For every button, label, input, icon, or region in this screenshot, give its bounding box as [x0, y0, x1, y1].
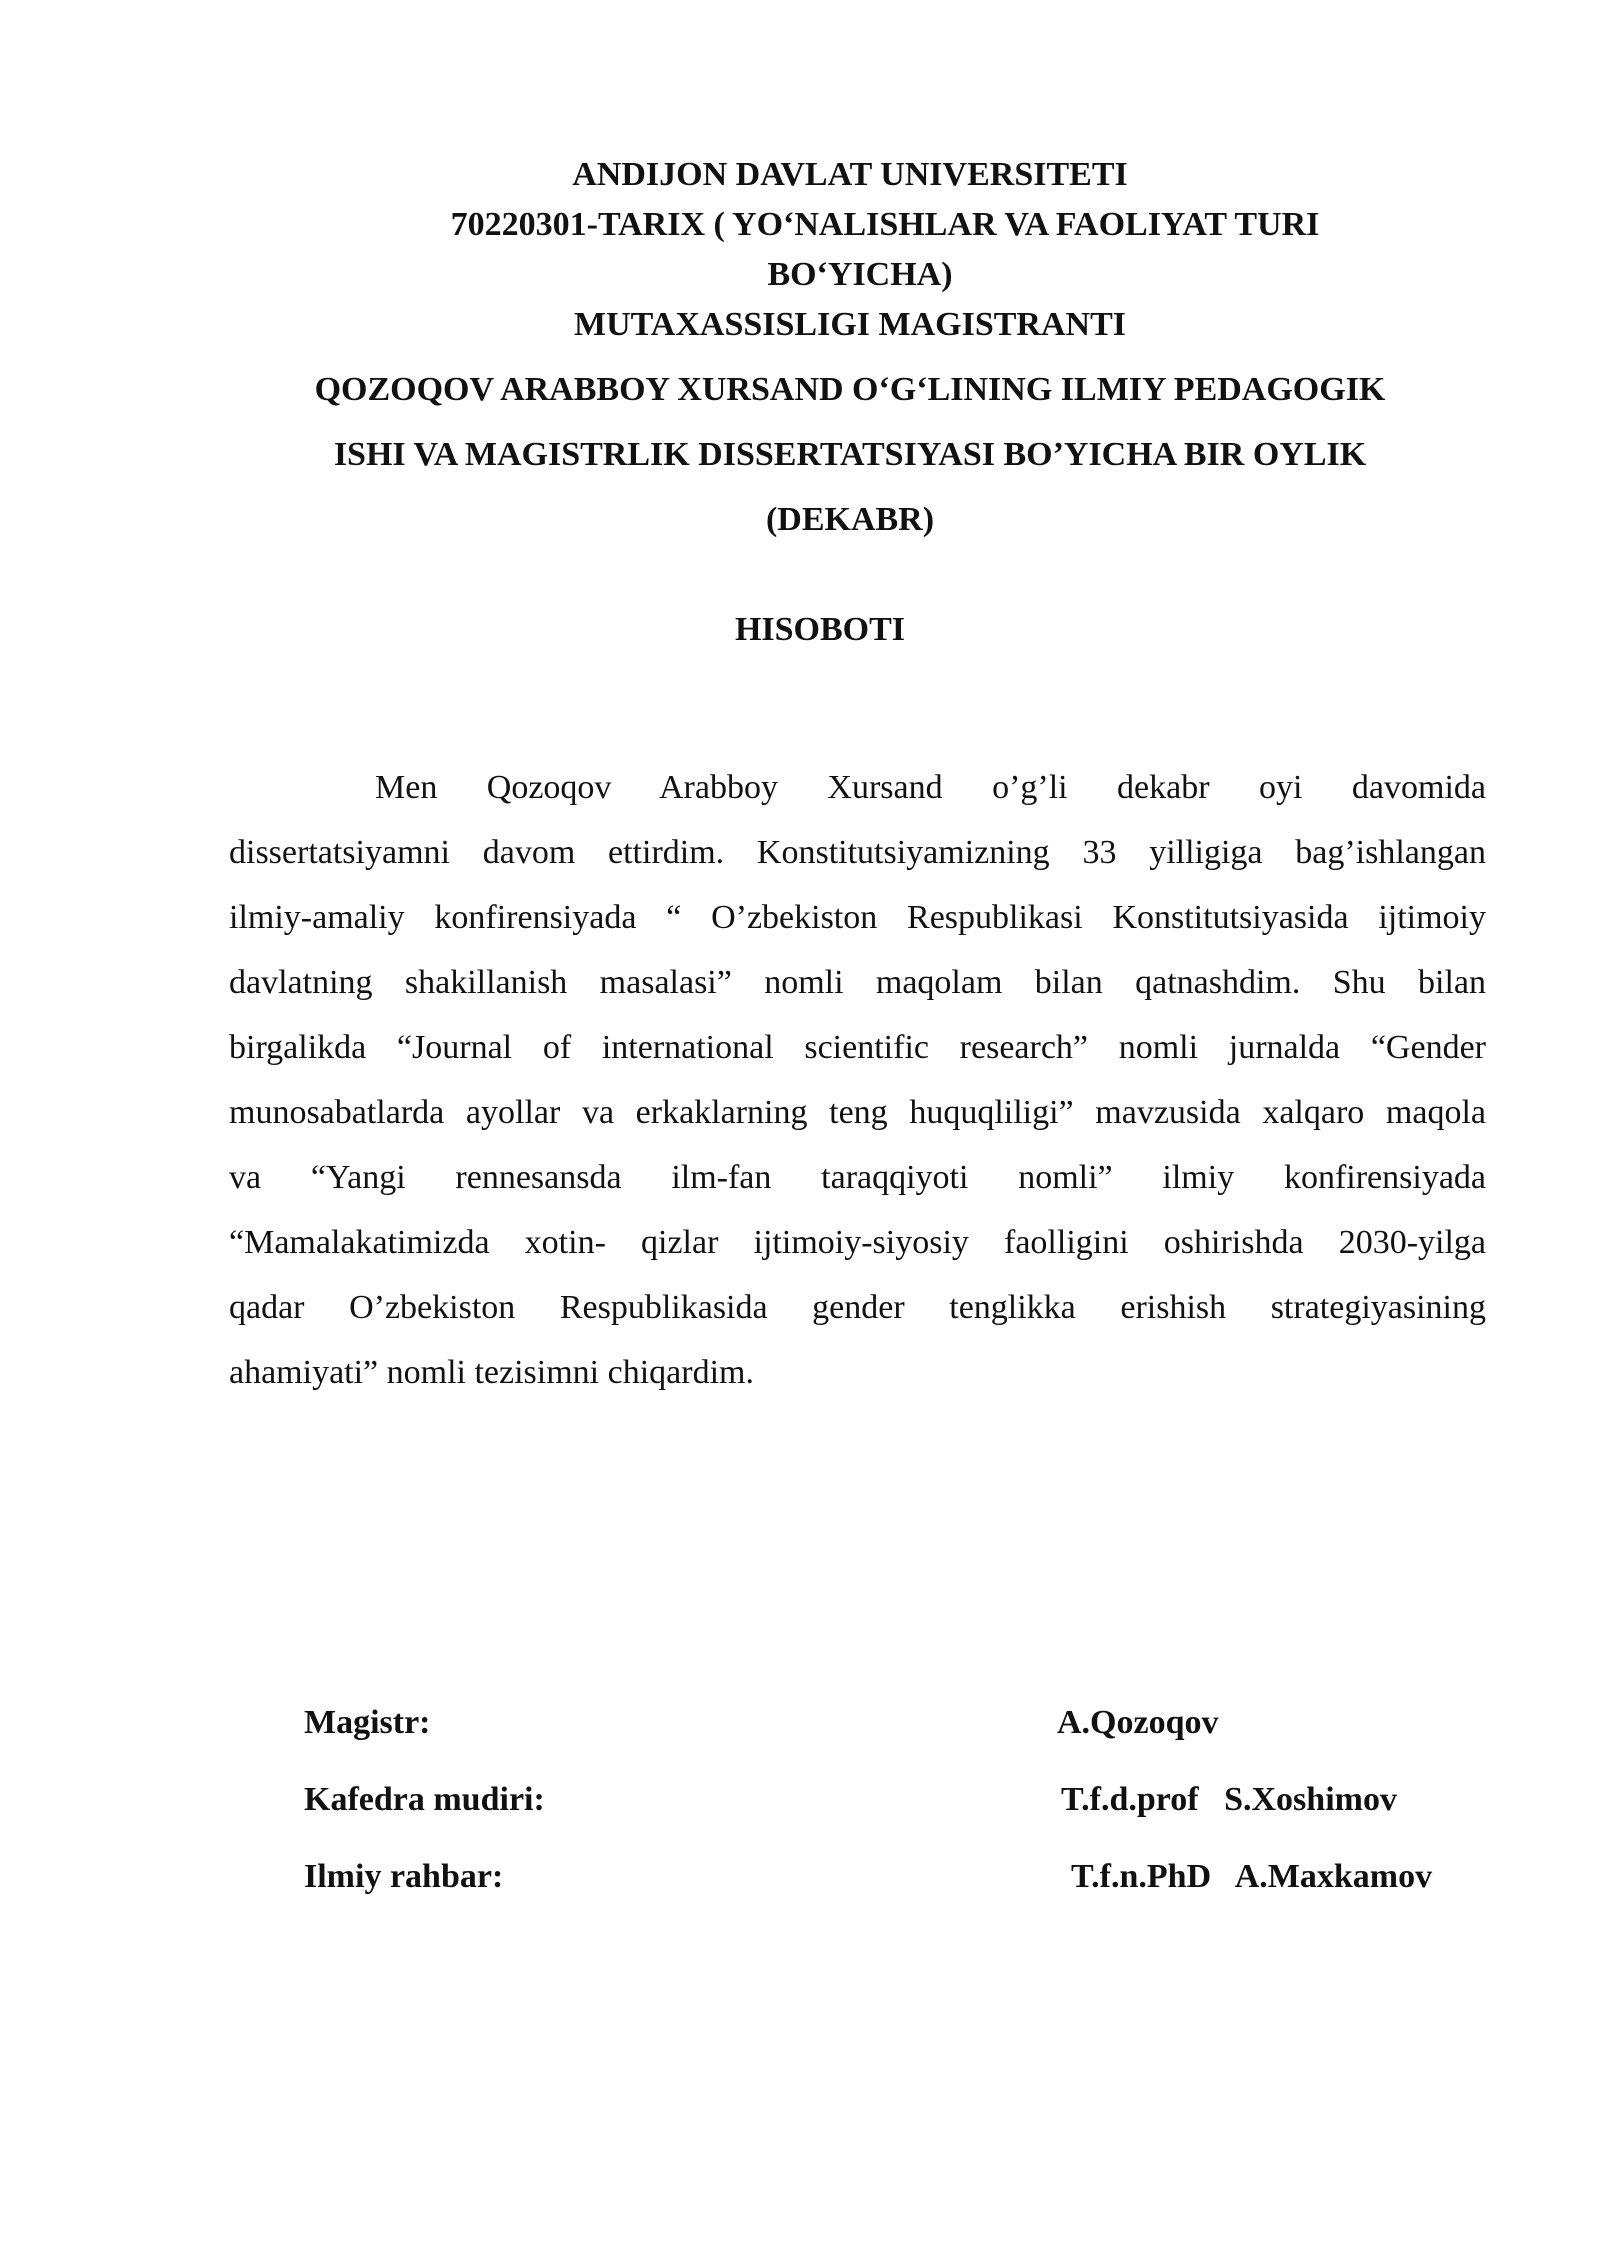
kafedra-label: Kafedra mudiri:: [304, 1781, 545, 1818]
specialty-code-line: 70220301-TARIX ( YO‘NALISHLAR VA FAOLIYAT TURI: [450, 206, 1320, 243]
rahbar-label: Ilmiy rahbar:: [304, 1858, 504, 1895]
body-line: qadar O’zbekiston Respublikasida gender tenglikka erishish strategiyasining: [229, 1289, 1486, 1326]
dissertation-line: ISHI VA MAGISTRLIK DISSERTATSIYASI BO’YICHA BIR OYLIK: [333, 436, 1367, 473]
body-line: Men Qozoqov Arabboy Xursand o’g’li dekabr oyi davomida: [375, 769, 1486, 806]
magistr-label: Magistr:: [304, 1704, 431, 1741]
specialty-line-continuation: BO‘YICHA): [767, 256, 953, 293]
month-line: (DEKABR): [765, 501, 935, 538]
report-title: HISOBOTI: [734, 611, 906, 648]
body-line: ahamiyati” nomli tezisimni chiqardim.: [229, 1354, 754, 1391]
body-line: dissertatsiyamni davom ettirdim. Konstitutsiyamizning 33 yilligiga bag’ishlangan: [229, 834, 1486, 871]
body-line: ilmiy-amaliy konfirensiyada “ O’zbekiston Respublikasi Konstitutsiyasida ijtimoiy: [229, 899, 1486, 936]
body-line: davlatning shakillanish masalasi” nomli maqolam bilan qatnashdim. Shu bilan: [229, 964, 1486, 1001]
magistrant-line: MUTAXASSISLIGI MAGISTRANTI: [574, 306, 1126, 343]
student-name-line: QOZOQOV ARABBOY XURSAND O‘G‘LINING ILMIY PEDAGOGIK: [314, 371, 1386, 408]
body-line: birgalikda “Journal of international scientific research” nomli jurnalda “Gender: [229, 1029, 1486, 1066]
magistr-name: A.Qozoqov: [1057, 1704, 1219, 1741]
rahbar-name: T.f.n.PhD A.Maxkamov: [1071, 1858, 1433, 1895]
university-name: ANDIJON DAVLAT UNIVERSITETI: [572, 156, 1128, 193]
body-line: va “Yangi rennesansda ilm-fan taraqqiyoti nomli” ilmiy konfirensiyada: [229, 1159, 1486, 1196]
report-body: [229, 755, 1486, 1405]
kafedra-name: T.f.d.prof S.Xoshimov: [1061, 1781, 1397, 1818]
body-line: munosabatlarda ayollar va erkaklarning teng huquqliligi” mavzusida xalqaro maqola: [229, 1094, 1486, 1131]
body-line: “Mamalakatimizda xotin- qizlar ijtimoiy-siyosiy faolligini oshirishda 2030-yilga: [229, 1224, 1486, 1261]
